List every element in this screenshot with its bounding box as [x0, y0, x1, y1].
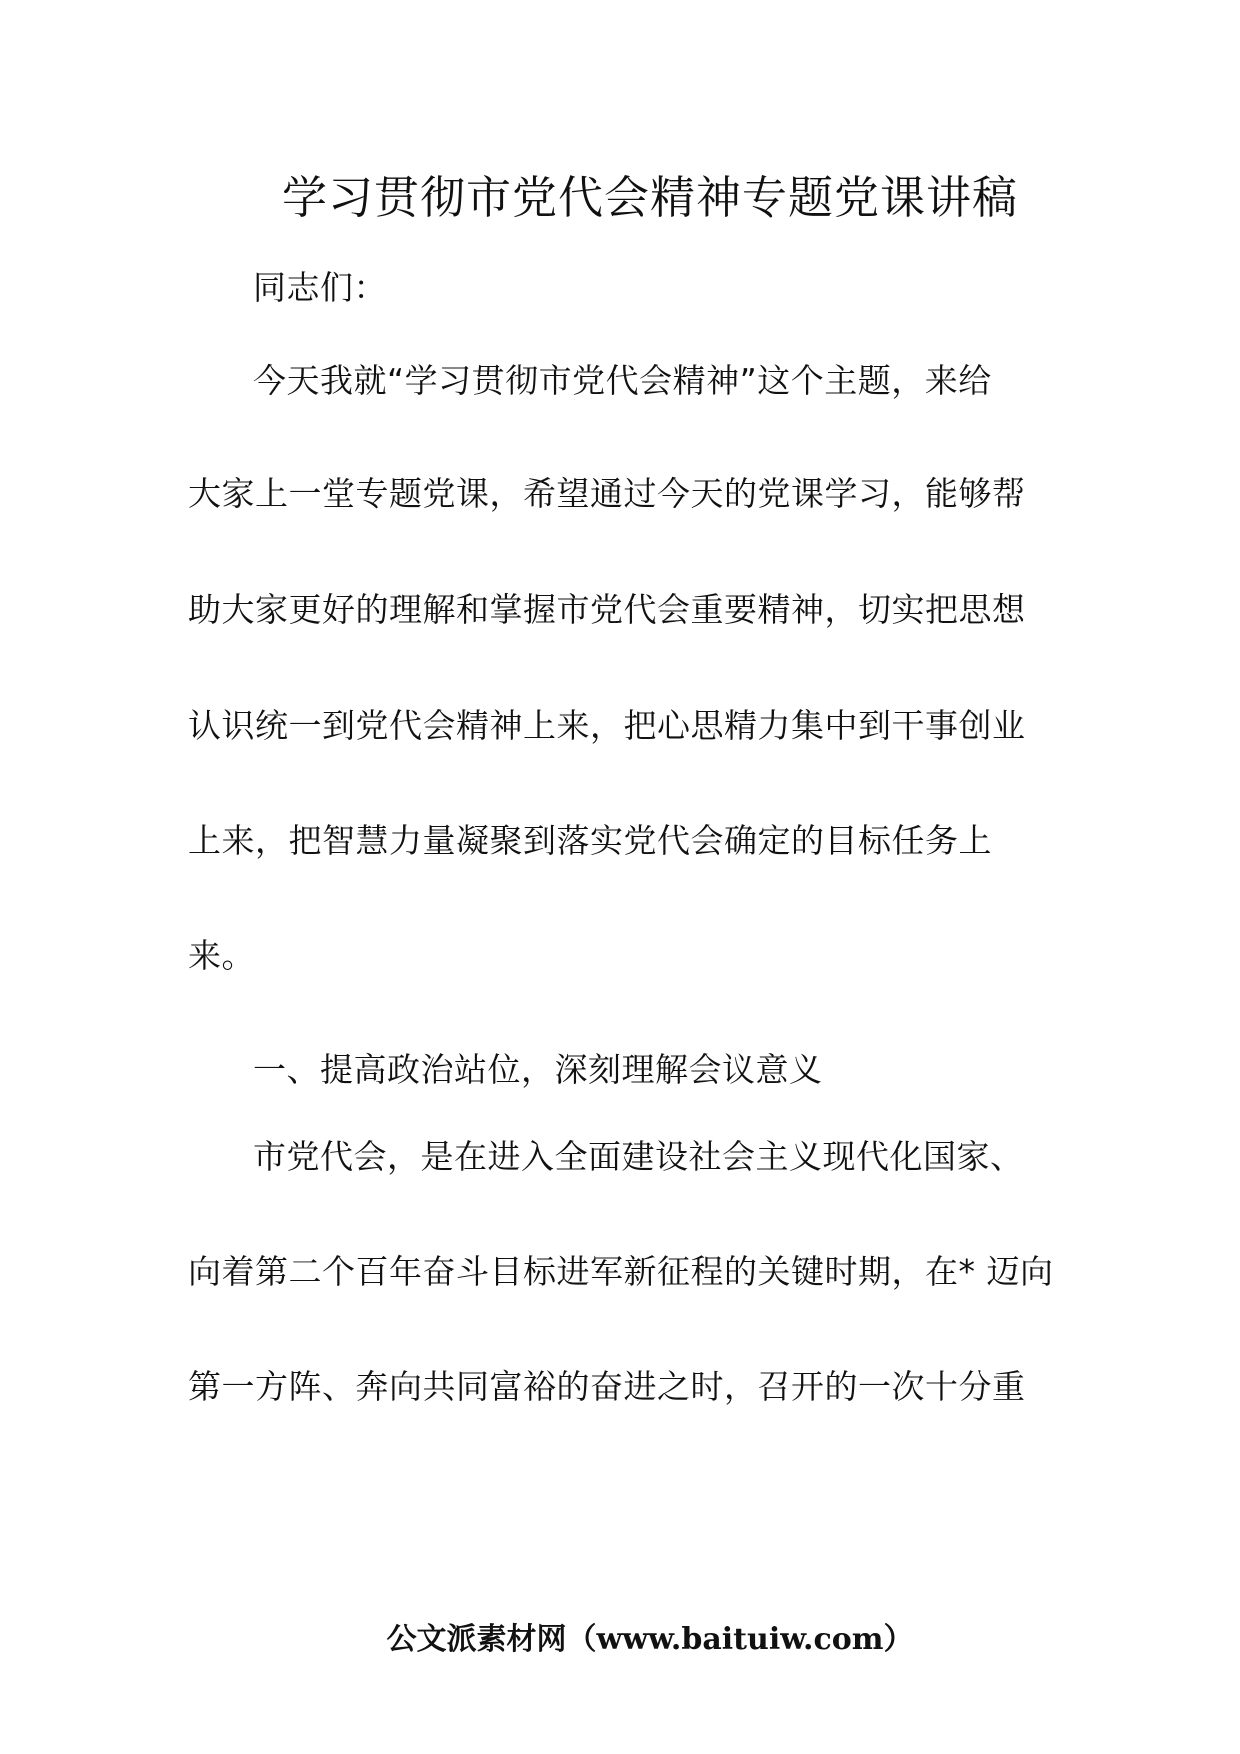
section-heading: 一、提高政治站位，深刻理解会议意义	[253, 1050, 823, 1089]
paragraph-line: 向着第二个百年奋斗目标进军新征程的关键时期，在* 迈向	[188, 1252, 1054, 1291]
paragraph-line: 今天我就“学习贯彻市党代会精神”这个主题，来给	[253, 361, 992, 400]
paragraph-line: 来。	[188, 936, 255, 975]
paragraph-line: 大家上一堂专题党课，希望通过今天的党课学习，能够帮	[188, 474, 1026, 513]
page-title: 学习贯彻市党代会精神专题党课讲稿	[281, 171, 1018, 224]
paragraph-line: 市党代会，是在进入全面建设社会主义现代化国家、	[253, 1137, 1024, 1176]
paragraph-line: 助大家更好的理解和掌握市党代会重要精神，切实把思想	[188, 590, 1026, 629]
footer-watermark: 公文派素材网（www.baituiw.com）	[386, 1622, 914, 1657]
paragraph-line: 认识统一到党代会精神上来，把心思精力集中到干事创业	[188, 706, 1026, 745]
paragraph-line: 上来，把智慧力量凝聚到落实党代会确定的目标任务上	[188, 821, 992, 860]
salutation: 同志们：	[253, 268, 387, 307]
paragraph-line: 第一方阵、奔向共同富裕的奋进之时，召开的一次十分重	[188, 1367, 1026, 1406]
